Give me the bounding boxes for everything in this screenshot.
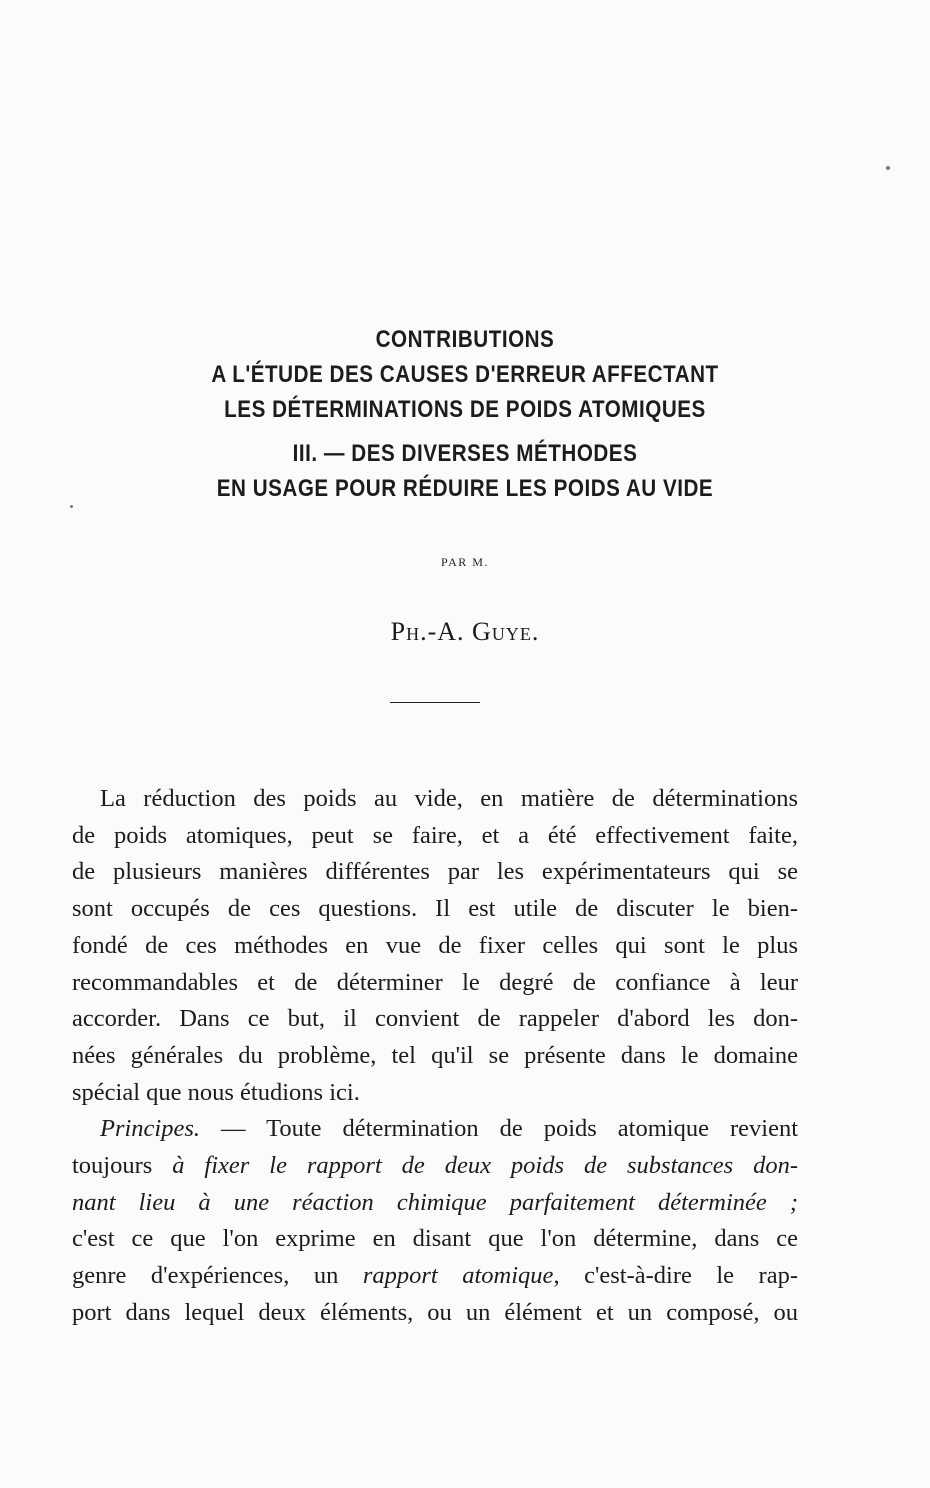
text-line: port dans lequel deux éléments, ou un élément et un composé, ou xyxy=(72,1298,798,1326)
text-span: , c'est-à-dire le rap- xyxy=(553,1262,798,1290)
section-label: Principes. xyxy=(100,1115,201,1143)
text-line: fondé de ces méthodes en vue de fixer celles qui sont le plus xyxy=(72,931,798,959)
text-line: de plusieurs manières différentes par les expérimentateurs qui se xyxy=(72,858,798,886)
paragraph-2 xyxy=(72,1111,798,1331)
byline: PAR M. xyxy=(441,555,489,569)
emphasis-span: à fixer le rapport de deux poids de substances don- xyxy=(172,1152,799,1180)
separator-rule xyxy=(390,702,480,703)
title-line-1: CONTRIBUTIONS xyxy=(375,326,555,353)
subtitle-line-2: EN USAGE POUR RÉDUIRE LES POIDS AU VIDE xyxy=(216,475,714,502)
title-line-3: LES DÉTERMINATIONS DE POIDS ATOMIQUES xyxy=(224,396,706,423)
text-line: sont occupés de ces questions. Il est utile de discuter le bien- xyxy=(72,895,798,923)
paragraph-1 xyxy=(72,781,798,1111)
subtitle-line-1: III. — DES DIVERSES MÉTHODES xyxy=(292,440,638,467)
text-line: de poids atomiques, peut se faire, et a été effectivement faite, xyxy=(72,821,798,849)
body-text xyxy=(72,781,798,1332)
text-line: spécial que nous étudions ici. xyxy=(72,1078,360,1106)
author-name: Ph.-A. Guye. xyxy=(390,617,540,646)
text-span: genre d'expériences, un xyxy=(72,1262,363,1290)
title-line-2: A L'ÉTUDE DES CAUSES D'ERREUR AFFECTANT xyxy=(211,361,719,388)
print-speck xyxy=(886,166,890,170)
text-span: — Toute détermination de poids atomique revient xyxy=(200,1115,798,1143)
text-line: nées générales du problème, tel qu'il se présente dans le domaine xyxy=(72,1041,798,1069)
text-line xyxy=(72,1148,798,1185)
text-line xyxy=(72,1185,798,1222)
text-line: c'est ce que l'on exprime en disant que l'on détermine, dans ce xyxy=(72,1225,798,1253)
text-span: toujours xyxy=(72,1152,173,1180)
emphasis-span: nant lieu à une réaction chimique parfaitement déterminée ; xyxy=(72,1188,798,1216)
article-title xyxy=(0,322,930,506)
text-line: La réduction des poids au vide, en matière de déterminations xyxy=(100,785,798,812)
text-line: recommandables et de déterminer le degré de confiance à leur xyxy=(72,968,798,996)
text-line: accorder. Dans ce but, il convient de rappeler d'abord les don- xyxy=(72,1005,798,1033)
text-line xyxy=(72,1258,798,1295)
emphasis-span: rapport atomique xyxy=(362,1262,554,1290)
print-speck xyxy=(70,505,73,508)
text-line xyxy=(72,1111,798,1148)
